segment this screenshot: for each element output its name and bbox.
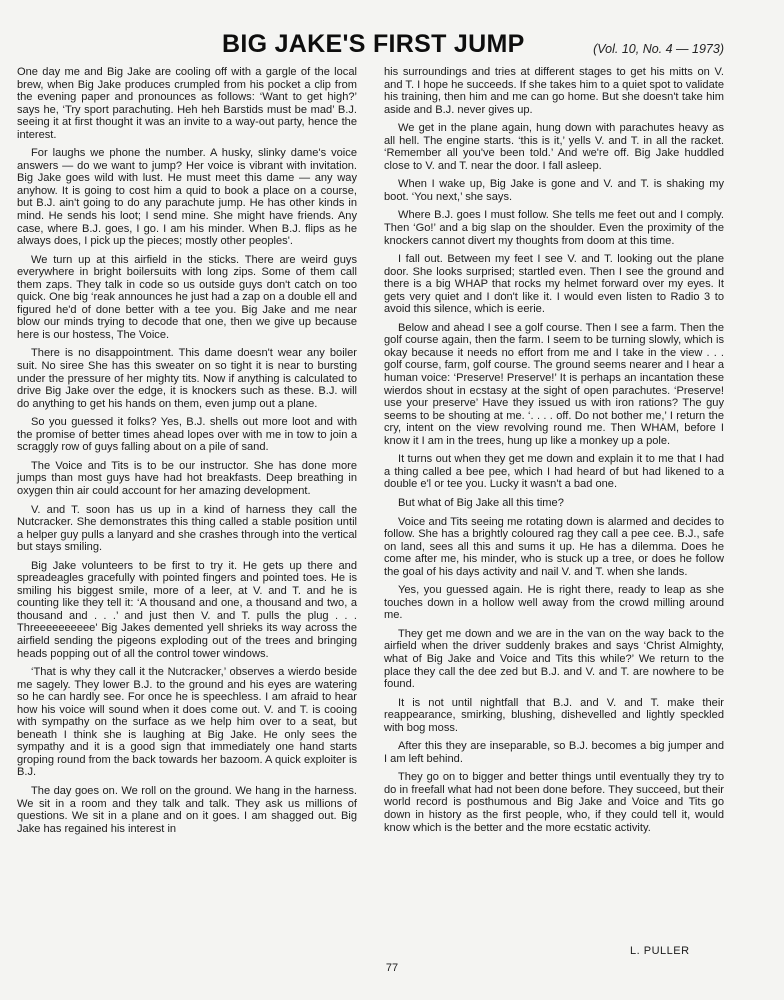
volume-issue: (Vol. 10, No. 4 — 1973) (593, 42, 724, 56)
paragraph: We turn up at this airfield in the sticks. There are weird guys everywhere in bright boilersuits with long zips. Some of them call them zaps. They talk in code so us outside guys don't catch on too quick. One big ‘reak announces he just had a zap on a double ell and figured he'd of done better with a tee you. Big Jake and me near blow our minds trying to decode that one, then we give up because here is our hostess, The Voice. (17, 253, 357, 341)
paragraph: After this they are inseparable, so B.J. becomes a big jumper and I am left behind. (384, 740, 724, 765)
paragraph: It turns out when they get me down and explain it to me that I had a thing called a bee pee, which I had heard of but had likened to a double e'l or tee you. Lucky it wasn't a bad one. (384, 453, 724, 491)
left-column (17, 66, 357, 841)
paragraph: There is no disappointment. This dame doesn't wear any boiler suit. No siree She has this sweater on so tight it is near to bursting under the pressure of her mighty tits. Now if anything is calculated to drive Big Jake over the edge, it is knockers such as these. B.J. will do anything to get his hands on them, even jump out a plane. (17, 347, 357, 410)
paragraph: Where B.J. goes I must follow. She tells me feet out and I comply. Then ‘Go!’ and a big slap on the shoulder. Even the proximity of the knockers cannot divert my thoughts from doom at this time. (384, 209, 724, 247)
paragraph: Yes, you guessed again. He is right there, ready to leap as she touches down in a hollow well away from the crowd milling around me. (384, 584, 724, 622)
article-header (0, 30, 784, 66)
paragraph: his surroundings and tries at different stages to get his mitts on V. and T. I hope he succeeds. If she takes him to a quiet spot to validate his training, then him and me can go home. But she doesn't take him aside and B.J. never gives up. (384, 66, 724, 116)
paragraph: Voice and Tits seeing me rotating down is alarmed and decides to follow. She has a brightly coloured rag they call a pee cee. B.J., safe on land, sees all this and sums it up. He has a dilemma. Does he come after me, his minder, who is stuck up a tree, or does he follow the goal of his days activity and nail V. and T. when she lands. (384, 515, 724, 578)
paragraph: Below and ahead I see a golf course. Then I see a farm. Then the golf course again, then the farm. I seem to be turning slowly, which is okay because it needs no effort from me and I take in the view . . . golf course, farm, golf course. The ground seems nearer and I hear a human voice: ‘Preserve! Preserve!’ It is perhaps an incantation these wierdos shout in ecstasy at the sight of open parachutes. ‘Preserve! use your preserve’ Have they issued us with iron rations? The guy seems to be shouting at me. ‘. . . . off. Do not bother me,’ I return the cry, intent on the view revolving round me. Then WHAM, before I know it I am in the trees, hung up like a monkey up a pole. (384, 321, 724, 447)
paragraph: It is not until nightfall that B.J. and V. and T. make their reappearance, smirking, blushing, dishevelled and lightly speckled with bog moss. (384, 696, 724, 734)
paragraph: For laughs we phone the number. A husky, slinky dame's voice answers — do we want to jump? Her voice is vibrant with invitation. Big Jake goes wild with lust. He must meet this dame — any way anyhow. It is going to cost him a quid to book a place on a course, but B.J. ain't going to do any parachute jump. He has other kinds in mind. He sends his loot; I send mine. She might have friends. Any case, where B.J. goes, I go. I am his minder. When B.J. flips as he always does, I pick up the pieces; mostly other peoples'. (17, 147, 357, 248)
paragraph: V. and T. soon has us up in a kind of harness they call the Nutcracker. She demonstrates this thing called a stable position until a helper guy pulls a lanyard and she crashes through into the vertical but stays smiling. (17, 503, 357, 554)
paragraph: When I wake up, Big Jake is gone and V. and T. is shaking my boot. ‘You next,’ she says. (384, 178, 724, 203)
paragraph: I fall out. Between my feet I see V. and T. looking out the plane door. She looks surprised; startled even. Then I see the ground and there is a big WHAP that rocks my helmet forward over my eyes. It gets very quiet and I don't like it. I would even listen to Radio 3 to avoid this silence, which is eerie. (384, 253, 724, 316)
paragraph: But what of Big Jake all this time? (398, 496, 564, 509)
paragraph: We get in the plane again, hung down with parachutes heavy as all hell. The engine starts. ‘this is it,’ yells V. and T. in all the racket. ‘Remember all you've been told.’ And we're off. Big Jake huddled close to V. and T. near the door. I fall asleep. (384, 122, 724, 172)
paragraph: So you guessed it folks? Yes, B.J. shells out more loot and with the promise of better times ahead lopes over with me in tow to join a scraggly row of guys falling about on a pile of sand. (17, 416, 357, 454)
paragraph: The day goes on. We roll on the ground. We hang in the harness. We sit in a room and they talk and talk. They ask us millions of questions. We sit in a plane and on it goes. I am shagged out. Big Jake has regained his interest in (17, 784, 357, 835)
paragraph: They go on to bigger and better things until eventually they try to do in freefall what had not been done before. They succeed, but their world record is posthumous and Big Jake and Voice and Tits go down in history as the first people, who, if they could tell it, would know which is the better and the more ecstatic activity. (384, 771, 724, 834)
paragraph: One day me and Big Jake are cooling off with a gargle of the local brew, when Big Jake produces crumpled from his pocket a clip from the evening paper and pronounces as follows: ‘Want to get high?’ says he, ‘Try sport parachuting. Heh heh Barstids must be mad’ B.J. seeing it at first thought it was an invite to a way-out party, hence the interest. (17, 66, 357, 141)
paragraph: They get me down and we are in the van on the way back to the airfield when the driver suddenly brakes and says ‘Christ Almighty, what of Big Jake and Voice and Tits this while?’ We return to the place they call the dee zed but B.J. and V. and T. are nowhere to be found. (384, 627, 724, 691)
paragraph: ‘That is why they call it the Nutcracker,’ observes a wierdo beside me sagely. They lower B.J. to the ground and his eyes are watering so he can hardly see. For once he is speechless. I am afraid to hear how his voice will sound when it does come out. V. and T. is cooing with sympathy on the surface as we help him over to a seat, but beneath I think she is laughing at Big Jake. He only sees the sympathy and it is a good sign that immediately one hand starts groping round from the back towards her bazoom. A quick exploiter is B.J. (17, 666, 357, 779)
paragraph: Big Jake volunteers to be first to try it. He gets up there and spreadeagles gracefully with pointed fingers and pointed toes. He is smiling his biggest smile, more of a leer, at V. and T. and he is counting like they tell it: ‘A thousand and one, a thousand and two, a thousand and . . .’ and just then V. and T. pulls the plug . . . Threeeeeeeeee' Big Jakes demented yell shrieks its way across the airfield sending the pigeons exploding out of the trees and bringing heads popping out of all the control tower windows. (17, 559, 357, 660)
author-signature: L. PULLER (630, 945, 690, 957)
article-title: BIG JAKE'S FIRST JUMP (222, 30, 525, 58)
right-column (384, 66, 724, 840)
page-number: 77 (385, 962, 399, 974)
paragraph: The Voice and Tits is to be our instructor. She has done more jumps than most guys have had hot breakfasts. Deep breathing in oxygen thin air could account for her amazing development. (17, 459, 357, 497)
